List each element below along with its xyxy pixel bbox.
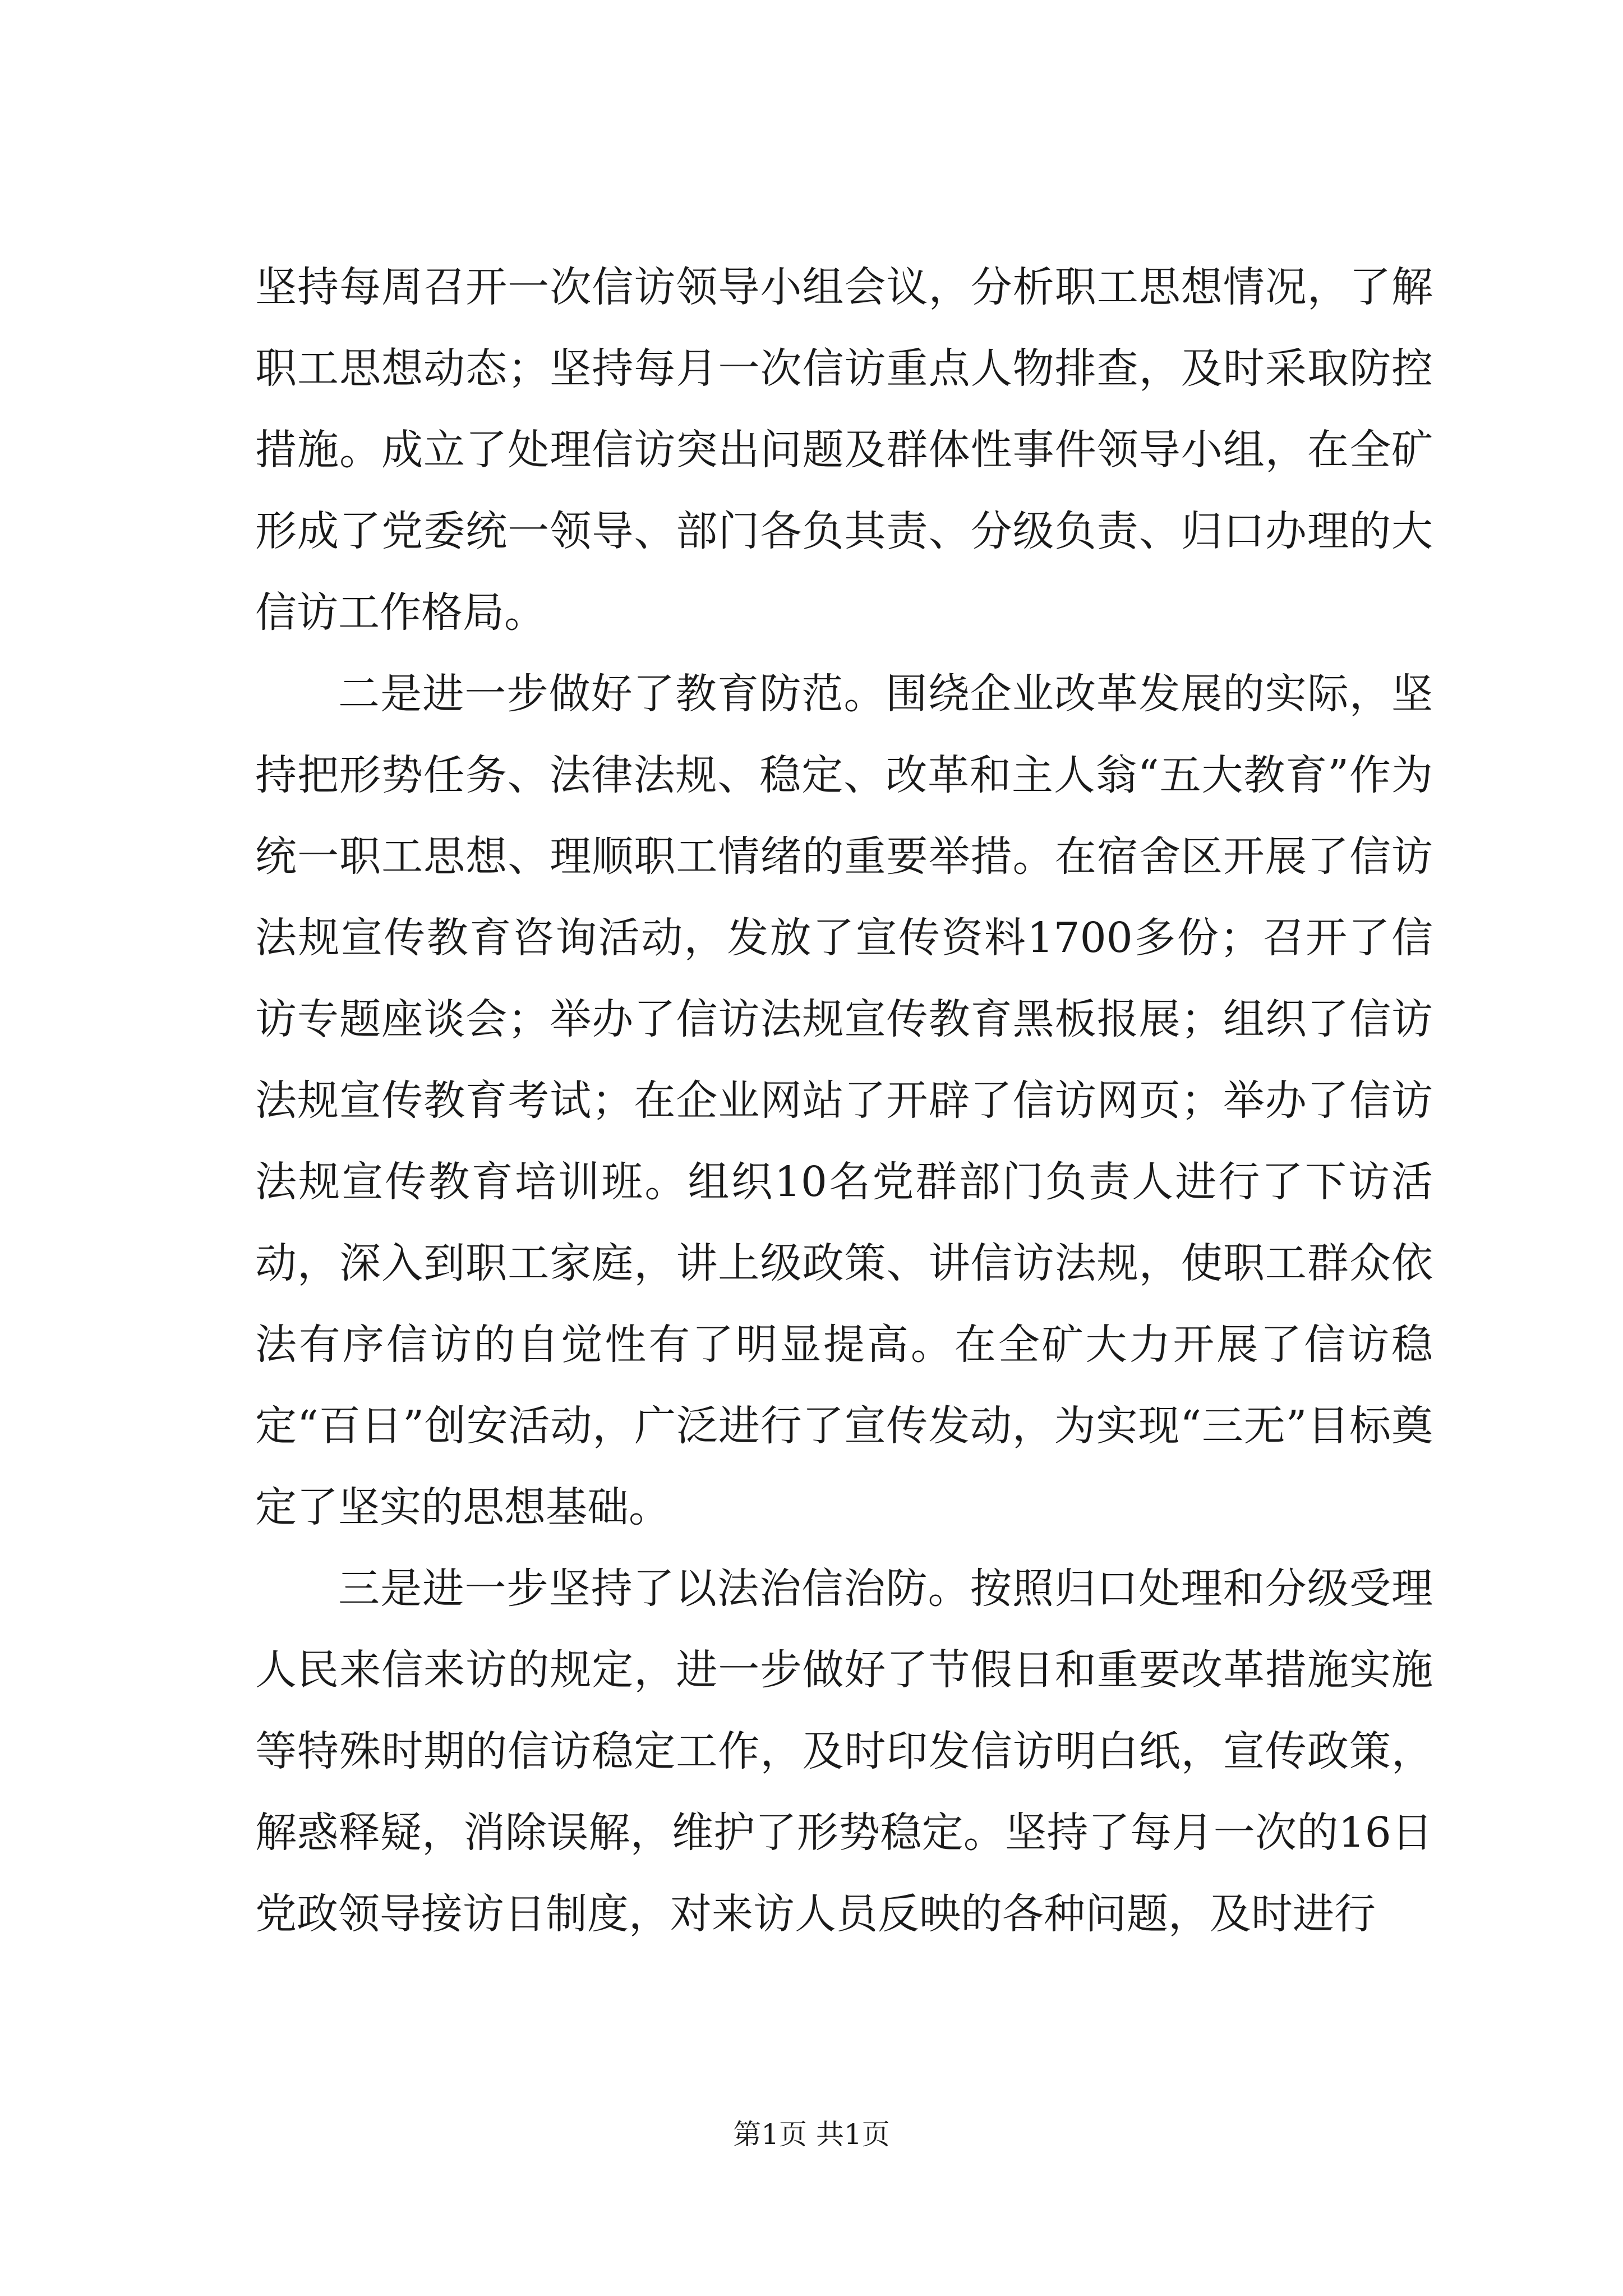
page-footer: 第1页 共1页 xyxy=(733,2118,890,2151)
paragraph-education-prevention: 二是进一步做好了教育防范。围绕企业改革发展的实际，坚持把形势任务、法律法规、稳定、改革和主人翁“五大教育”作为统一职工思想、理顺职工情绪的重要举措。在宿舍区开展了信访法规宣传教育咨询活动，发放了宣传资料1700多份；召开了信访专题座谈会；举办了信访法规宣传教育黑板报展；组织了信访法规宣传教育考试；在企业网站了开辟了信访网页；举办了信访法规宣传教育培训班。组织10名党群部门负责人进行了下访活动，深入到职工家庭，讲上级政策、讲信访法规，使职工群众依法有序信访的自觉性有了明显提高。在全矿大力开展了信访稳定“百日”创安活动，广泛进行了宣传发动，为实现“三无”目标奠定了坚实的思想基础。 xyxy=(255,670,1433,1531)
document-body xyxy=(255,247,1433,1955)
paragraph-continuation: 坚持每周召开一次信访领导小组会议，分析职工思想情况，了解职工思想动态；坚持每月一次信访重点人物排查，及时采取防控措施。成立了处理信访突出问题及群体性事件领导小组，在全矿形成了党委统一领导、部门各负其责、分级负责、归口办理的大信访工作格局。 xyxy=(255,263,1433,637)
paragraph-rule-of-law: 三是进一步坚持了以法治信治防。按照归口处理和分级受理人民来信来访的规定，进一步做好了节假日和重要改革措施实施等特殊时期的信访稳定工作，及时印发信访明白纸，宣传政策，解惑释疑，消除误解，维护了形势稳定。坚持了每月一次的16日党政领导接访日制度，对来访人员反映的各种问题，及时进行 xyxy=(255,1565,1433,1938)
